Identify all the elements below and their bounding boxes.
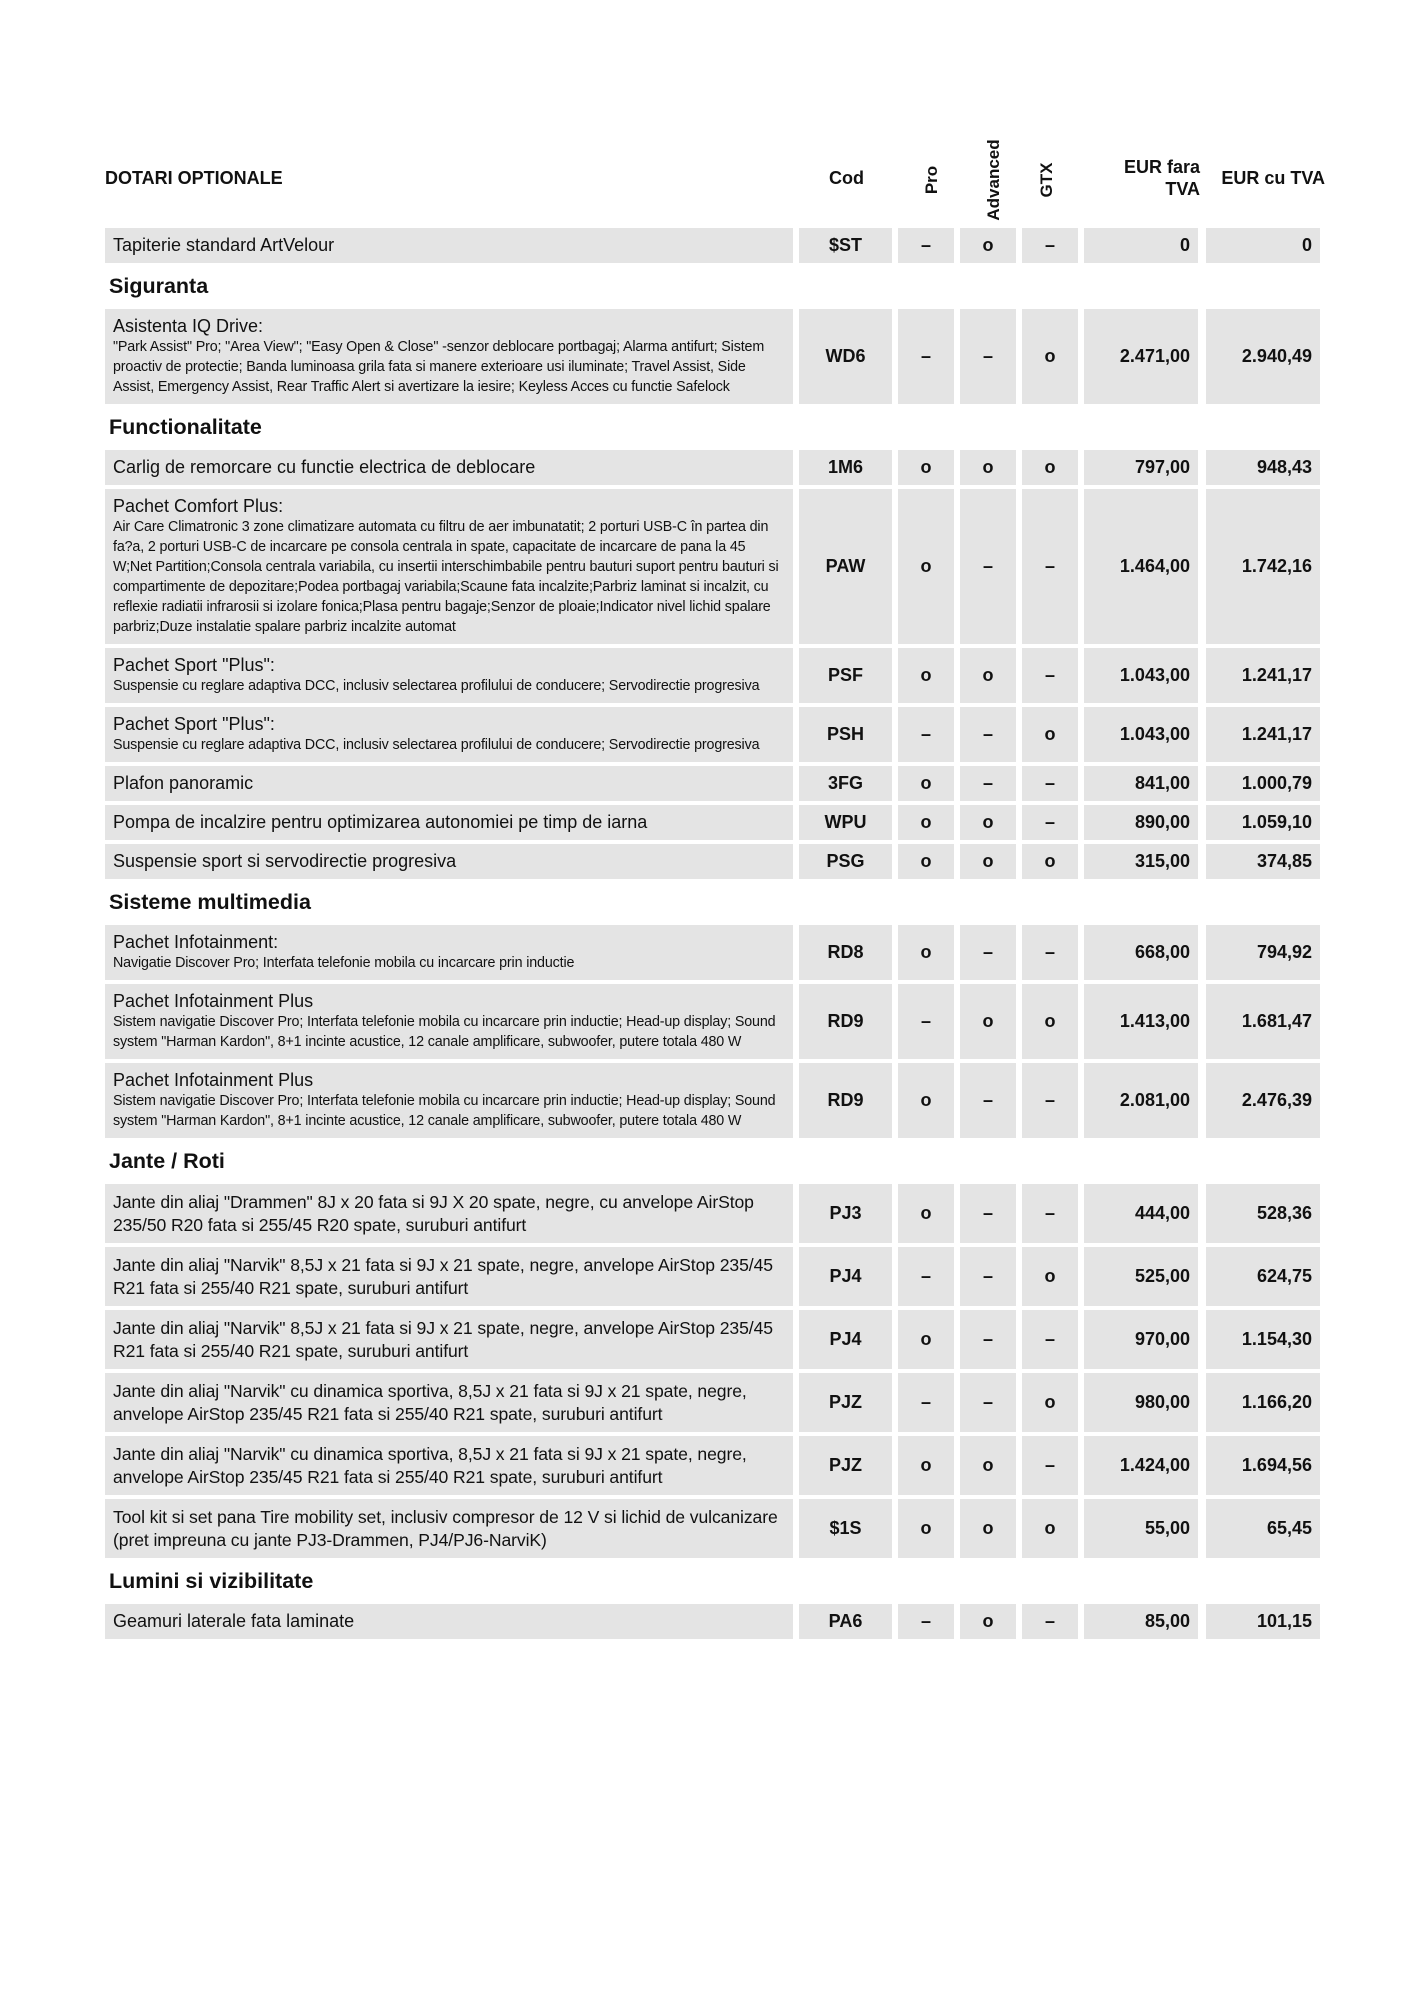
option-description [105,450,793,485]
col-eur-fara-tva [1080,156,1200,200]
table-row [105,1604,1320,1639]
price-with-vat: 1.742,16 [1206,489,1320,644]
availability-advanced: o [960,228,1016,263]
option-description [105,1373,793,1432]
availability-pro: – [898,1247,954,1306]
option-name: Jante din aliaj "Narvik" 8,5J x 21 fata si 9J x 21 spate, negre, anvelope AirStop 235/45 R21 fata si 255/40 R21 spate, suruburi antifurt [113,1255,773,1298]
price-without-vat: 315,00 [1084,844,1198,879]
option-description [105,489,793,644]
table-row [105,766,1320,801]
price-without-vat: 1.424,00 [1084,1436,1198,1495]
availability-advanced: o [960,844,1016,879]
price-with-vat: 1.694,56 [1206,1436,1320,1495]
option-code: PJ4 [799,1310,892,1369]
option-code: PSH [799,707,892,762]
availability-advanced: – [960,1184,1016,1243]
option-description [105,707,793,762]
price-with-vat: 948,43 [1206,450,1320,485]
col-eur-fara-line1: EUR fara [1123,157,1200,177]
availability-pro: o [898,1310,954,1369]
availability-pro: – [898,984,954,1059]
option-name: Tapiterie standard ArtVelour [113,235,335,255]
section-heading: Jante / Roti [109,1148,225,1173]
availability-gtx: – [1022,648,1078,703]
availability-gtx: – [1022,1604,1078,1639]
table-row [105,1310,1320,1369]
price-with-vat: 624,75 [1206,1247,1320,1306]
option-description [105,1499,793,1558]
availability-advanced: – [960,309,1016,404]
table-row [105,925,1320,980]
option-name: Pachet Infotainment Plus [113,991,314,1011]
availability-pro: o [898,1184,954,1243]
availability-advanced: – [960,1247,1016,1306]
table-row [105,228,1320,263]
availability-gtx: – [1022,766,1078,801]
price-with-vat: 65,45 [1206,1499,1320,1558]
availability-gtx: o [1022,309,1078,404]
availability-pro: – [898,228,954,263]
price-with-vat: 1.681,47 [1206,984,1320,1059]
option-code: PSG [799,844,892,879]
option-code: PJ3 [799,1184,892,1243]
table-row [105,844,1320,879]
availability-advanced: o [960,1499,1016,1558]
price-with-vat: 1.154,30 [1206,1310,1320,1369]
option-name: Jante din aliaj "Narvik" cu dinamica sportiva, 8,5J x 21 fata si 9J x 21 spate, negre, anvelope AirStop 235/45 R21 fata si 255/40 R21 spate, suruburi antifurt [113,1444,747,1487]
availability-gtx: – [1022,1184,1078,1243]
price-without-vat: 1.043,00 [1084,707,1198,762]
option-description [105,228,793,263]
table-row [105,1247,1320,1306]
price-without-vat: 85,00 [1084,1604,1198,1639]
option-code: RD9 [799,1063,892,1138]
table-row [105,1436,1320,1495]
option-name: Tool kit si set pana Tire mobility set, inclusiv compresor de 12 V si lichid de vulcanizare (pret impreuna cu jante PJ3-Drammen, PJ4/PJ6-NarviK) [113,1507,778,1550]
availability-pro: o [898,1063,954,1138]
option-code: PSF [799,648,892,703]
option-name: Pachet Infotainment Plus [113,1070,314,1090]
availability-gtx: – [1022,228,1078,263]
availability-advanced: – [960,1310,1016,1369]
table-title: DOTARI OPTIONALE [105,168,283,188]
option-details: Sistem navigatie Discover Pro; Interfata telefonie mobila cu incarcare prin inductie; Head-up display; Sound system "Harman Kardon", 8+1 incinte acustice, 12 canale amplificare, subwoofer, putere totala 480 W [113,1014,776,1050]
price-with-vat: 1.059,10 [1206,805,1320,840]
price-with-vat: 2.476,39 [1206,1063,1320,1138]
price-without-vat: 890,00 [1084,805,1198,840]
availability-gtx: o [1022,984,1078,1059]
table-body [105,228,1320,1639]
availability-advanced: o [960,648,1016,703]
option-description [105,984,793,1059]
availability-advanced: – [960,1063,1016,1138]
availability-pro: o [898,766,954,801]
section-heading: Sisteme multimedia [109,889,311,914]
price-without-vat: 2.081,00 [1084,1063,1198,1138]
option-details: Air Care Climatronic 3 zone climatizare automata cu filtru de aer imbunatatit; 2 porturi USB-C în partea din fa?a, 2 porturi USB-C de incarcare pe consola centrala in spate, capacitate de incarcare de pana la 45 W;Net Partition;Consola centrala variabila, cu insertii interschimbabile pentru bauturi suport pentru bauturi si compartimente de depozitare;Podea portbagaj variabila;Scaune fata incalzite;Parbriz laminat si incalzit, cu reflexie radiatii infrarosii si izolare fonica;Plasa pentru bagaje;Senzor de ploaie;Indicator nivel lichid spalare parbriz;Duze instalatie spalare parbriz incalzite automat [113,519,779,635]
option-name: Pachet Comfort Plus: [113,496,284,516]
price-without-vat: 797,00 [1084,450,1198,485]
option-name: Suspensie sport si servodirectie progresiva [113,851,457,871]
availability-advanced: o [960,1604,1016,1639]
option-name: Asistenta IQ Drive: [113,316,264,336]
availability-gtx: o [1022,1373,1078,1432]
availability-pro: o [898,648,954,703]
option-description [105,309,793,404]
availability-advanced: o [960,805,1016,840]
option-name: Pachet Sport "Plus": [113,655,275,675]
option-code: 1M6 [799,450,892,485]
availability-pro: – [898,1373,954,1432]
price-without-vat: 55,00 [1084,1499,1198,1558]
col-gtx: GTX [1037,162,1056,198]
price-with-vat: 794,92 [1206,925,1320,980]
option-description [105,805,793,840]
price-with-vat: 528,36 [1206,1184,1320,1243]
availability-gtx: o [1022,844,1078,879]
table-row [105,489,1320,644]
option-name: Pachet Infotainment: [113,932,279,952]
availability-advanced: o [960,450,1016,485]
availability-advanced: o [960,1436,1016,1495]
option-description [105,1063,793,1138]
option-name: Jante din aliaj "Narvik" 8,5J x 21 fata si 9J x 21 spate, negre, anvelope AirStop 235/45 R21 fata si 255/40 R21 spate, suruburi antifurt [113,1318,773,1361]
option-description [105,1247,793,1306]
option-description [105,1310,793,1369]
option-name: Plafon panoramic [113,773,254,793]
price-without-vat: 1.464,00 [1084,489,1198,644]
price-without-vat: 1.043,00 [1084,648,1198,703]
option-code: PA6 [799,1604,892,1639]
option-name: Pompa de incalzire pentru optimizarea autonomiei pe timp de iarna [113,812,648,832]
availability-gtx: – [1022,1310,1078,1369]
price-with-vat: 1.241,17 [1206,648,1320,703]
availability-gtx: – [1022,1063,1078,1138]
availability-advanced: – [960,707,1016,762]
availability-advanced: – [960,1373,1016,1432]
availability-gtx: o [1022,707,1078,762]
option-description [105,1604,793,1639]
table-row [105,805,1320,840]
table-row [105,648,1320,703]
price-without-vat: 841,00 [1084,766,1198,801]
price-without-vat: 970,00 [1084,1310,1198,1369]
availability-advanced: – [960,766,1016,801]
option-details: Suspensie cu reglare adaptiva DCC, inclusiv selectarea profilului de conducere; Servodirectie progresiva [113,737,760,753]
price-with-vat: 1.241,17 [1206,707,1320,762]
option-description [105,648,793,703]
availability-gtx: – [1022,1436,1078,1495]
price-without-vat: 2.471,00 [1084,309,1198,404]
table-row [105,450,1320,485]
table-row [105,1184,1320,1243]
availability-pro: o [898,805,954,840]
price-with-vat: 101,15 [1206,1604,1320,1639]
option-description [105,844,793,879]
price-with-vat: 2.940,49 [1206,309,1320,404]
option-code: $1S [799,1499,892,1558]
availability-pro: – [898,707,954,762]
option-code: WD6 [799,309,892,404]
option-code: $ST [799,228,892,263]
table-row [105,707,1320,762]
price-without-vat: 980,00 [1084,1373,1198,1432]
option-code: WPU [799,805,892,840]
option-code: PJZ [799,1373,892,1432]
availability-advanced: – [960,489,1016,644]
option-name: Carlig de remorcare cu functie electrica de deblocare [113,457,536,477]
table-header [105,120,1325,228]
col-eur-fara-line2: TVA [1165,179,1200,199]
option-code: PJ4 [799,1247,892,1306]
price-with-vat: 374,85 [1206,844,1320,879]
availability-gtx: – [1022,489,1078,644]
availability-gtx: o [1022,450,1078,485]
option-description [105,1184,793,1243]
availability-gtx: o [1022,1247,1078,1306]
availability-pro: o [898,450,954,485]
table-row [105,1373,1320,1432]
option-details: Navigatie Discover Pro; Interfata telefonie mobila cu incarcare prin inductie [113,955,575,971]
col-cod: Cod [829,168,864,188]
table-row [105,1499,1320,1558]
price-without-vat: 668,00 [1084,925,1198,980]
availability-pro: – [898,1604,954,1639]
section-heading: Siguranta [109,273,209,298]
options-price-table [105,120,1325,1639]
price-with-vat: 0 [1206,228,1320,263]
option-details: "Park Assist" Pro; "Area View"; "Easy Open & Close" -senzor deblocare portbagaj; Alarma antifurt; Sistem proactiv de protectie; Banda luminoasa grila fata si manere exterioare usi iluminate; Travel Assist, Side Assist, Emergency Assist, Rear Traffic Alert si avertizare la iesire; Keyless Acces cu functie Safelock [113,339,765,395]
table-row [105,984,1320,1059]
col-pro: Pro [922,165,941,195]
price-without-vat: 1.413,00 [1084,984,1198,1059]
option-name: Geamuri laterale fata laminate [113,1611,355,1631]
option-code: 3FG [799,766,892,801]
availability-pro: – [898,309,954,404]
availability-advanced: o [960,984,1016,1059]
option-details: Sistem navigatie Discover Pro; Interfata telefonie mobila cu incarcare prin inductie; Head-up display; Sound system "Harman Kardon", 8+1 incinte acustice, 12 canale amplificare, subwoofer, putere totala 480 W [113,1093,776,1129]
col-eur-cu-tva: EUR cu TVA [1221,168,1325,188]
option-code: PJZ [799,1436,892,1495]
availability-pro: o [898,925,954,980]
option-name: Jante din aliaj "Drammen" 8J x 20 fata si 9J X 20 spate, negre, cu anvelope AirStop 235/50 R20 fata si 255/45 R20 spate, suruburi antifurt [113,1192,754,1235]
availability-gtx: – [1022,805,1078,840]
availability-gtx: – [1022,925,1078,980]
availability-pro: o [898,1436,954,1495]
option-code: RD8 [799,925,892,980]
price-without-vat: 525,00 [1084,1247,1198,1306]
price-with-vat: 1.166,20 [1206,1373,1320,1432]
option-description [105,925,793,980]
option-code: PAW [799,489,892,644]
price-without-vat: 0 [1084,228,1198,263]
availability-advanced: – [960,925,1016,980]
option-name: Pachet Sport "Plus": [113,714,275,734]
option-code: RD9 [799,984,892,1059]
section-heading: Functionalitate [109,414,262,439]
option-description [105,1436,793,1495]
col-advanced: Advanced [984,139,1003,221]
option-details: Suspensie cu reglare adaptiva DCC, inclusiv selectarea profilului de conducere; Servodirectie progresiva [113,678,760,694]
availability-gtx: o [1022,1499,1078,1558]
section-heading: Lumini si vizibilitate [109,1568,314,1593]
availability-pro: o [898,1499,954,1558]
price-without-vat: 444,00 [1084,1184,1198,1243]
option-description [105,766,793,801]
price-with-vat: 1.000,79 [1206,766,1320,801]
availability-pro: o [898,489,954,644]
table-row [105,309,1320,404]
table-row [105,1063,1320,1138]
availability-pro: o [898,844,954,879]
option-name: Jante din aliaj "Narvik" cu dinamica sportiva, 8,5J x 21 fata si 9J x 21 spate, negre, anvelope AirStop 235/45 R21 fata si 255/40 R21 spate, suruburi antifurt [113,1381,747,1424]
